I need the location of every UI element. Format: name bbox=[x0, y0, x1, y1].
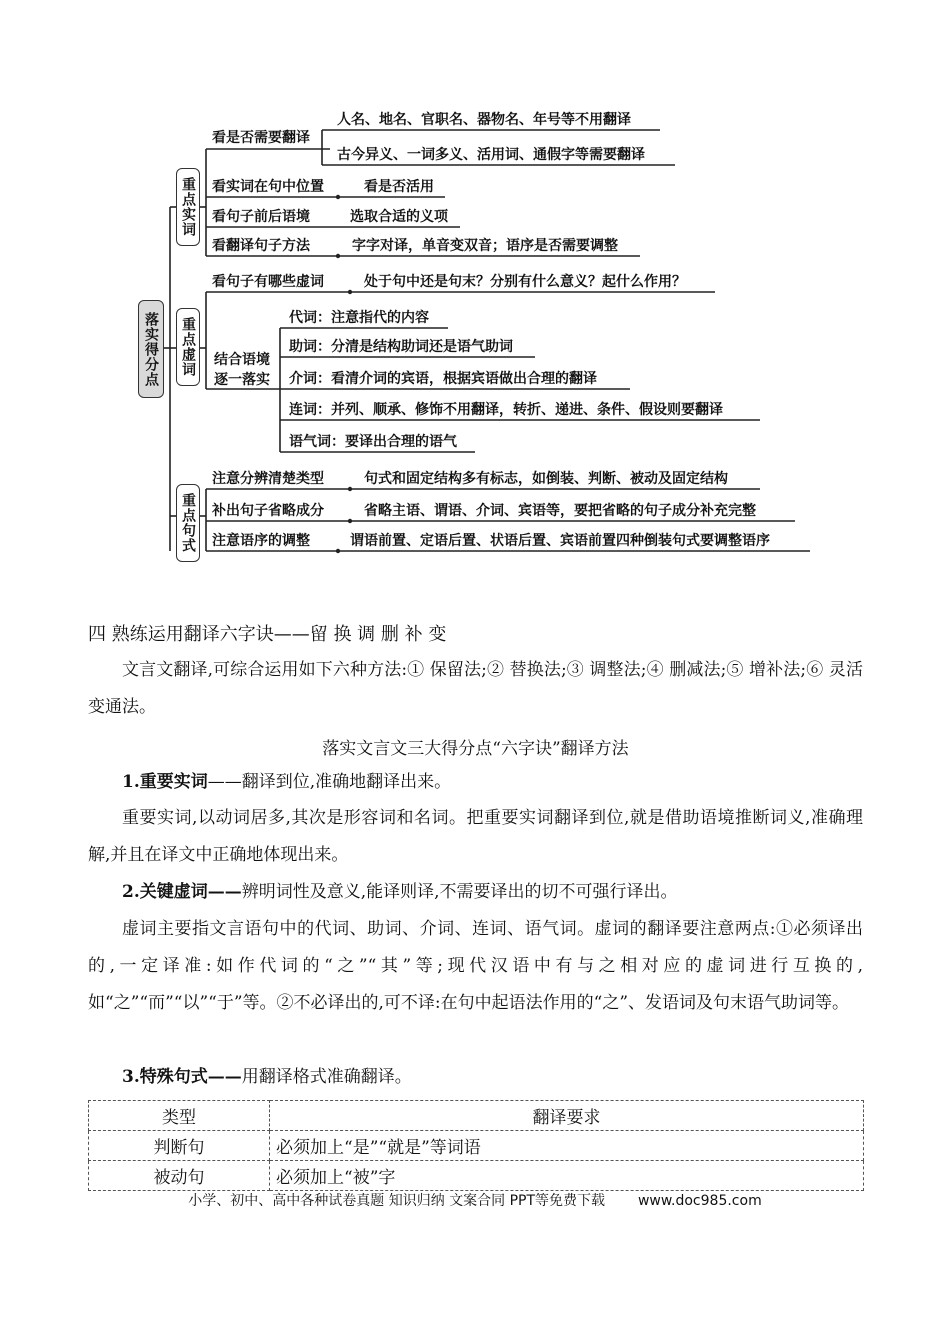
method-subtitle: 落实文言文三大得分点“六字诀”翻译方法 bbox=[322, 739, 629, 759]
item-yuxu-tiaozheng: 注意语序的调整 bbox=[212, 533, 310, 549]
item-jiehe-yujing bbox=[214, 350, 270, 390]
table-row bbox=[89, 1161, 864, 1191]
sentence-pattern-table bbox=[88, 1100, 864, 1191]
branch-label-xuci: 重点虚词 bbox=[180, 317, 196, 377]
leaf-lianci: 连词：并列、顺承、修饰不用翻译，转折、递进、条件、假设则要翻译 bbox=[289, 402, 723, 418]
table-cell-type: 被动句 bbox=[89, 1161, 270, 1191]
point2-line bbox=[88, 874, 863, 911]
point1-rest: ——翻译到位,准确地翻译出来。 bbox=[207, 772, 452, 792]
section-heading: 四 熟练运用翻译六字诀——留 换 调 删 补 变 bbox=[88, 624, 447, 645]
leaf-daozhuang: 谓语前置、定语后置、状语后置、宾语前置四种倒装句式要调整语序 bbox=[350, 533, 770, 549]
leaf-jieci: 介词：看清介词的宾语，根据宾语做出合理的翻译 bbox=[289, 371, 597, 387]
leaf-buchong-wanzheng: 省略主语、谓语、介词、宾语等，要把省略的句子成分补充完整 bbox=[364, 503, 756, 519]
table-header-type: 类型 bbox=[89, 1101, 270, 1131]
point2-rest: 辨明词性及意义,能译则译,不需要译出的切不可强行译出。 bbox=[241, 882, 678, 902]
table-cell-requirement: 必须加上“是”“就是”等词语 bbox=[270, 1131, 864, 1161]
point3-rest: 用翻译格式准确翻译。 bbox=[241, 1067, 412, 1087]
point1-title: 1.重要实词 bbox=[122, 772, 208, 792]
page-footer bbox=[0, 1190, 950, 1210]
item-qianhou-yujing: 看句子前后语境 bbox=[212, 209, 310, 225]
branch-label-shici: 重点实词 bbox=[180, 177, 196, 237]
table-header-row bbox=[89, 1101, 864, 1131]
table-cell-requirement: 必须加上“被”字 bbox=[270, 1161, 864, 1191]
leaf-huoyong: 看是否活用 bbox=[364, 179, 434, 195]
branch-box-shici bbox=[176, 168, 200, 246]
leaf-yuqici: 语气词：要译出合理的语气 bbox=[289, 434, 457, 450]
mindmap-root-label: 落实得分点 bbox=[143, 311, 159, 387]
item-fenbian-leixing: 注意分辨清楚类型 bbox=[212, 471, 324, 487]
leaf-biaozhi: 句式和固定结构多有标志，如倒装、判断、被动及固定结构 bbox=[364, 471, 728, 487]
leaf-buyong-fanyi: 人名、地名、官职名、器物名、年号等不用翻译 bbox=[337, 112, 631, 128]
point1-body: 重要实词,以动词居多,其次是形容词和名词。把重要实词翻译到位,就是借助语境推断词义,准确理解,并且在译文中正确地体现出来。 bbox=[88, 808, 863, 865]
item-fanyi-fangfa: 看翻译句子方法 bbox=[212, 238, 310, 254]
footer-text: 小学、初中、高中各种试卷真题 知识归纳 文案合同 PPT等免费下载 bbox=[188, 1193, 606, 1209]
leaf-xuyao-fanyi: 古今异义、一词多义、活用词、通假字等需要翻译 bbox=[337, 147, 645, 163]
leaf-juzhong-jumo: 处于句中还是句末？分别有什么意义？起什么作用？ bbox=[364, 274, 686, 290]
mindmap-root bbox=[138, 300, 164, 398]
leaf-daici: 代词：注意指代的内容 bbox=[289, 310, 429, 326]
table-header-requirement: 翻译要求 bbox=[270, 1101, 864, 1131]
item-shici-weizhi: 看实词在句中位置 bbox=[212, 179, 324, 195]
footer-url[interactable]: www.doc985.com bbox=[637, 1193, 762, 1209]
item-jiehe-yujing-line2: 逐一落实 bbox=[214, 372, 270, 388]
table-cell-type: 判断句 bbox=[89, 1131, 270, 1161]
leaf-zizi-duiyi: 字字对译，单音变双音；语序是否需要调整 bbox=[352, 238, 618, 254]
intro-paragraph: 文言文翻译,可综合运用如下六种方法:① 保留法;② 替换法;③ 调整法;④ 删减法;⑤ 增补法;⑥ 灵活变通法。 bbox=[88, 660, 863, 717]
item-jiehe-yujing-line1: 结合语境 bbox=[214, 352, 270, 368]
branch-box-xuci bbox=[176, 308, 200, 386]
point2-body: 虚词主要指文言语句中的代词、助词、介词、连词、语气词。虚词的翻译要注意两点:①必须译出的,一定译准:如作代词的“之”“其”等;现代汉语中有与之相对应的虚词进行互换的,如“之”“而”“以”“于”等。②不必译出的,可不译:在句中起语法作用的“之”、发语词及句末语气助词等。 bbox=[88, 919, 863, 1013]
branch-label-jushi: 重点句式 bbox=[180, 493, 196, 553]
point1-line bbox=[88, 764, 863, 801]
point3-line bbox=[88, 1059, 863, 1096]
table-row bbox=[89, 1131, 864, 1161]
branch-box-jushi bbox=[176, 484, 200, 562]
item-shifou-fanyi: 看是否需要翻译 bbox=[212, 130, 310, 146]
item-shenglue-chengfen: 补出句子省略成分 bbox=[212, 503, 324, 519]
leaf-zhuci: 助词：分清是结构助词还是语气助词 bbox=[289, 339, 513, 355]
leaf-yixiang: 选取合适的义项 bbox=[350, 209, 448, 225]
item-naxie-xuci: 看句子有哪些虚词 bbox=[212, 274, 324, 290]
point2-title: 2.关键虚词—— bbox=[122, 882, 242, 902]
point3-title: 3.特殊句式—— bbox=[122, 1067, 242, 1087]
